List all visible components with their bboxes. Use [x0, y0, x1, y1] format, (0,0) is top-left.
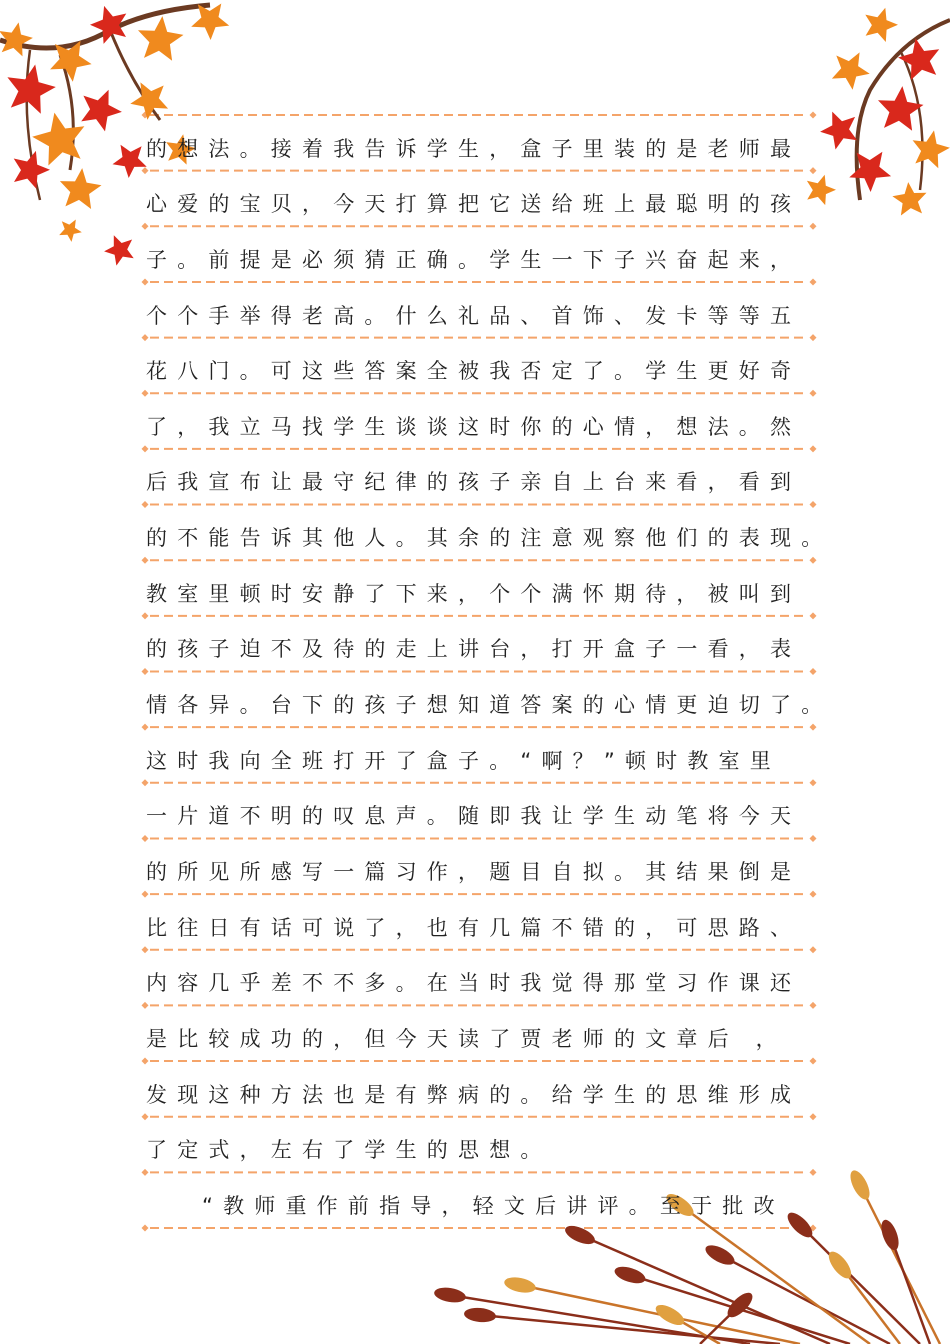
- text-line-content: 子。前提是必须猜正确。学生一下子兴奋起来，: [146, 247, 802, 272]
- text-line: [146, 783, 816, 839]
- wheat-ear-icon: [613, 1264, 648, 1287]
- text-line: [146, 504, 833, 560]
- wheat-ear-icon: [463, 1306, 496, 1323]
- wheat-ear-icon: [847, 1168, 874, 1203]
- text-line-content: 发现这种方法也是有弊病的。给学生的思维形成: [146, 1082, 802, 1107]
- text-line-content: 了，我立马找学生谈谈这时你的心情，想法。然: [146, 414, 802, 439]
- maple-leaf-icon: [832, 52, 870, 89]
- essay-text: [146, 115, 833, 1228]
- text-line-content: 是比较成功的，但今天读了贾老师的文章后 ，: [146, 1026, 787, 1051]
- text-line: [146, 727, 816, 783]
- wheat-ear-icon: [503, 1275, 537, 1295]
- text-line-content: 教室里顿时安静了下来，个个满怀期待，被叫到: [146, 581, 802, 606]
- text-line: [146, 171, 816, 227]
- maple-leaf-icon: [865, 8, 898, 42]
- maple-leaf-icon: [138, 16, 184, 61]
- maple-leaf-icon: [191, 4, 229, 41]
- wheat-ear-icon: [703, 1241, 738, 1268]
- maple-leaf-icon: [7, 65, 55, 114]
- maple-leaf-icon: [60, 168, 102, 209]
- text-line: [146, 393, 816, 449]
- maple-leaf-icon: [113, 145, 147, 178]
- maple-leaf-icon: [59, 220, 82, 242]
- text-line-content: 的所见所感写一篇习作，题目自拟。其结果倒是: [146, 859, 802, 884]
- maple-leaf-icon: [104, 235, 134, 265]
- text-line: [146, 1061, 816, 1117]
- wheat-stalk: [800, 1225, 920, 1344]
- wheat-ear-icon: [433, 1286, 467, 1305]
- maple-leaf-icon: [81, 90, 122, 132]
- text-line-content: 后我宣布让最守纪律的孩子亲自上台来看，看到: [146, 470, 802, 495]
- maple-leaf-icon: [32, 113, 84, 166]
- maple-leaf-icon: [913, 130, 950, 168]
- text-line-content: 心爱的宝贝，今天打算把它送给班上最聪明的孩: [146, 192, 802, 217]
- text-line-content: 情各异。台下的孩子想知道答案的心情更迫切了。: [146, 693, 833, 718]
- text-line: [146, 282, 816, 338]
- text-line: [146, 838, 816, 894]
- text-line: [146, 226, 816, 282]
- text-line: [146, 1005, 816, 1061]
- text-line-content: 个个手举得老高。什么礼品、首饰、发卡等等五: [146, 303, 802, 328]
- text-line-content: 比往日有话可说了，也有几篇不错的，可思路、: [146, 915, 802, 940]
- text-line: [146, 894, 816, 950]
- text-line-content: 了定式，左右了学生的思想。: [146, 1138, 552, 1163]
- text-line: [146, 671, 833, 727]
- text-line-content: 的不能告诉其他人。其余的注意观察他们的表现。: [146, 526, 833, 551]
- wheat-stalk: [890, 1235, 930, 1344]
- text-line: [146, 115, 816, 171]
- text-line-content: “教师重作前指导，轻文后讲评。至于批改: [202, 1193, 785, 1218]
- text-line: [146, 616, 816, 672]
- text-line-content: 一片道不明的叹息声。随即我让学生动笔将今天: [146, 804, 802, 829]
- text-line: [146, 338, 816, 394]
- text-line-content: 的孩子迫不及待的走上讲台，打开盒子一看，表: [146, 637, 802, 662]
- text-line-content: 内容几乎差不不多。在当时我觉得那堂习作课还: [146, 971, 802, 996]
- text-line: [146, 1117, 816, 1173]
- text-line-content: 花八门。可这些答案全被我否定了。学生更好奇: [146, 359, 802, 384]
- maple-leaf-icon: [14, 151, 50, 189]
- text-line: [146, 950, 816, 1006]
- text-line: [146, 449, 816, 505]
- text-line: [146, 1172, 816, 1228]
- text-line-content: 这时我向全班打开了盒子。“啊？”顿时教室里: [146, 748, 781, 773]
- text-line-content: 的想法。接着我告诉学生，盒子里装的是老师最: [146, 136, 802, 161]
- maple-leaf-icon: [820, 112, 857, 150]
- wheat-ear-icon: [878, 1218, 902, 1253]
- text-line: [146, 560, 816, 616]
- maple-leaf-icon: [898, 38, 939, 80]
